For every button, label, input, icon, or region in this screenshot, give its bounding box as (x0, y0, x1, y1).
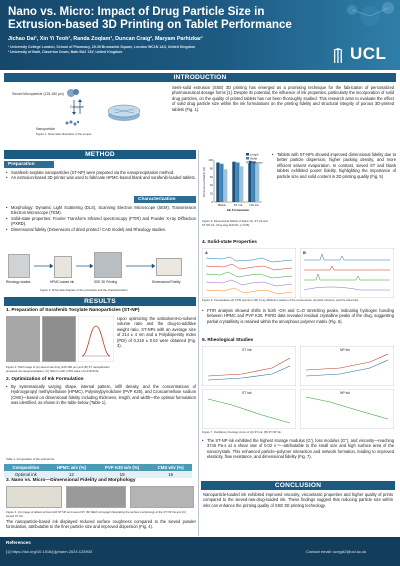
table-header-cell: PVP K30 w/v (%) (95, 464, 149, 471)
characterization-heading: Characterization (134, 196, 196, 203)
contact-email[interactable]: Contact email: ucnyjd2@ucl.ac.uk (306, 549, 367, 554)
legend-swatch (246, 161, 249, 164)
fidelity-text: • Tablets with ST-NPs showed improved dimensional fidelity due to better particle dispersion, higher packing density, and more efficient solvent evaporation. In contrast, sieved ST and blank tablets exhibited poorer fidelity, highlighting the importance of particle size and solid content in 3D printing quality (Fig. 5) (272, 152, 396, 179)
svg-text:ST ink: ST ink (242, 348, 252, 352)
step-label: Dimensional Fidelity (152, 280, 181, 284)
characterization-item: • Solid-state properties: Fourier Transform Infrared spectroscopy (FTIR) and Powder X-ray Diffraction (PXRD). (6, 216, 196, 227)
column-divider (198, 150, 199, 536)
nanoparticle-label: Nanoparticle (36, 127, 56, 131)
dls-distribution-chart (78, 316, 114, 362)
optimal-ink-table (4, 464, 192, 478)
legend-swatch (246, 157, 249, 160)
results-section-2-list (6, 384, 196, 406)
svg-text:ST ink: ST ink (242, 391, 252, 395)
figure-2-caption: Figure 2. Schematic diagram of the procedure and the characterization. (40, 288, 129, 292)
sem-sieved-st-image (130, 486, 194, 508)
y-tick-label: 20 (209, 191, 213, 196)
table-1-caption: Table 1. Composition of the optimal ink. (6, 457, 55, 461)
solid-state-list (202, 308, 394, 324)
preparation-list (6, 170, 196, 181)
table-cell: 12 (48, 471, 95, 478)
table-header-cell: CMS w/v (%) (149, 464, 192, 471)
results-section-4-heading: 4. Solid-state Properties (202, 240, 257, 245)
svg-text:NP ink: NP ink (340, 348, 350, 352)
printed-tablets-image (6, 486, 62, 508)
compare-arrows-icon (70, 98, 84, 116)
nanoparticle-icon (64, 118, 80, 128)
chart-bar (224, 169, 227, 202)
sem-st-np-image (66, 486, 126, 508)
legend-label: Width (250, 156, 258, 161)
preparation-item: • Sorafenib tosylate nanoparticles (ST-NP) were prepared via the nanoprecipitation method. (6, 170, 196, 175)
characterization-item: • Dimensional fidelity (Dimensions of dried printed / CAD model) and Rheology studies. (6, 227, 196, 232)
references-heading: References (6, 540, 31, 545)
x-axis-label: Ink Formulation (226, 208, 250, 212)
svg-text:B: B (303, 250, 306, 255)
poster-header (0, 0, 400, 70)
preparation-heading: Preparation (4, 161, 54, 168)
viscosity-np-ink-chart (300, 389, 394, 429)
x-tick-label: Blank (218, 203, 226, 207)
ucl-portico-icon (333, 48, 343, 64)
x-tick-label: NG ink (249, 203, 259, 207)
microparticle-label: Sieved Microparticle (125-180 μm) (12, 92, 64, 96)
table-row (4, 471, 192, 478)
chart-bar (232, 162, 235, 202)
method-procedure-diagram (6, 252, 196, 288)
results-section-1-heading: 1. Preparation of Sorafenib Tosylate Nanoparticles (ST-NP) (6, 308, 140, 313)
conclusion-heading: CONCLUSION (201, 481, 395, 490)
tem-image-b (42, 316, 76, 362)
x-tick-label: ST ink (233, 203, 243, 207)
chart-bar (216, 163, 219, 202)
affiliation-2: ² University of Bath, Claverton Down, Bath BA2 7AY, United Kingdom (8, 50, 123, 54)
preparation-item: • An extrusion-based 3D printer was used to fabricate HPMC-based blank and sorafenib-loaded tablets. (6, 175, 196, 180)
table-cell: Optimal ink (4, 471, 48, 478)
table-cell: 18 (95, 471, 149, 478)
rheology-st-ink-chart (202, 346, 296, 386)
legend-swatch (246, 153, 249, 156)
legend-label: Thickness (250, 160, 263, 165)
fidelity-list (272, 152, 396, 179)
results-heading: RESULTS (4, 297, 196, 306)
poster-title: Nano vs. Micro: Impact of Drug Particle Size in Extrusion-based 3D Printing on Tablet Performance (8, 5, 292, 31)
viscosity-st-ink-chart (202, 389, 296, 429)
y-tick-label: 80 (209, 166, 213, 171)
chart-bar (256, 163, 259, 202)
table-header-cell: Composition (4, 464, 48, 471)
chart-bar (248, 161, 251, 202)
conclusion-text: Nanoparticle-loaded ink exhibited improved viscosity, viscoelastic properties and higher quality of prints compared to the sieved-raw-drug-loaded ink. These findings suggest that reducing particle size within inks can enhance the printing quality of SSE 3D printing technology. (203, 492, 393, 508)
printed-tablet-icon (106, 96, 142, 124)
y-tick-label: 40 (209, 183, 213, 188)
rheology-charts (202, 346, 394, 430)
y-tick-label: 60 (209, 174, 213, 179)
figure-4-caption: Figure 4. (A) Image of tablets printed with ST NP and sieved ST. (B) SEM micrograph illustrating the surface morphology of the ST NP ink and (C) sieved ST ink. (6, 510, 186, 518)
tem-image-a (6, 316, 40, 362)
results-section-3-heading: 3. Nano vs. Micro—Dimensional Fidelity and Morphology (6, 478, 136, 483)
chart-bar (240, 166, 243, 202)
table-header-row (4, 464, 192, 471)
results-section-4-text: • FTIR analysis showed shifts in both -OH and C=O stretching peaks, indicating hydrogen bonding between HPMC and PVP K30. PXRD data revealed residual crystalline peaks of the drug, suggesting partial crystallinity is retained within the amorphous polymer matrix (Fig. 6). (202, 308, 394, 324)
ucl-logo: UCL (350, 44, 387, 63)
ftir-spectrum-chart (202, 248, 296, 298)
svg-text:NP ink: NP ink (340, 391, 350, 395)
method-heading: METHOD (4, 150, 196, 159)
chart-bar (236, 163, 239, 202)
characterization-list (6, 205, 196, 232)
y-tick-label: 100 (208, 158, 213, 162)
results-section-1-text: Upon optimizing the antisolvent-to-solvent volume ratio and the drug-to-additive weight ratio, ST-NPs with an average size of 214 ± 4 nm and a Polydispersity Index (PDI) of 0.219 ± 0.02 were obtained (Fig. 3). (117, 316, 196, 349)
step-label: SSE 3D Printing (94, 280, 118, 284)
figure-1-caption: Figure 1. Schematic illustration of the project. (36, 132, 92, 136)
xrd-pattern-chart (300, 248, 394, 298)
results-section-2-text: • By systematically varying shape, internal pattern, infill density, and the concentrations of Hydroxypropyl methylcellulose (HPMC), Polyvinylpyrrolidone (PVP K30), and Croscarmellose sodium (CMS)—based on dimensional fidelity including thickness, length, and width—the optimal formulation was identified, as shown in the table below (Table 1). (6, 384, 196, 406)
figure-3-caption: Figure 3. TEM image of (A) sieved raw drug (125-180 μm) and (B) ST nanoparticles prepared via nanoprecipitation. (C) NHI-nm with a PDI value of 0.219±0.02. (6, 365, 110, 373)
introduction-text: Semi-solid extrusion (SSE) 3D printing has emerged as a promising technique for the fabrication of personalized pharmaceutical dosage forms [1]. Despite its potential, the influence of ink properties, particularly the incorporation of solid drug particles, on the quality of printed tablets has not been thoroughly studied. This research aims to evaluate the effect of solid drug particle size within the ink formulations on the printing fidelity and structural integrity of porous 3D-printed tablets (Fig. 1). (172, 85, 394, 112)
chart-bar (252, 161, 255, 202)
tem-images (6, 316, 114, 370)
results-section-3-text: The nanoparticle-based ink displayed reduced surface roughness compared to the sieved powder formulation, attributable to the finer particle size and improved dispersion (Fig. 4). (6, 519, 196, 530)
legend-label: Length (250, 152, 259, 157)
figure-7-caption: Figure 7. Oscillatory rheology curve of (A) ST ink, (B) ST NP ink. (202, 430, 282, 434)
figure-6-caption: Figure 6. Comparative (A) FTIR spectrum (B) X-ray diffraction pattern of the components, physical mixtures, and the dried inks. (202, 298, 359, 302)
author-list: Jichao Dai¹, Xin Yi Teoh¹, Randa Zoqlam¹, Duncan Craig², Maryam Parhizkar¹ (8, 36, 203, 42)
rheology-list (202, 438, 394, 460)
y-tick-label: 0 (211, 200, 213, 204)
introduction-heading: INTRODUCTION (4, 73, 396, 82)
affiliation-1: ¹ University College London, School of Pharmacy, 29-39 Brunswick Square, London WC1N 1AX, United Kingdom (8, 45, 196, 49)
chart-bar (220, 164, 223, 202)
characterization-item: • Morphology: Dynamic Light Scattering (DLS), Scanning Electron Microscope (SEM), Transmission Electron Microscope (TEM). (6, 205, 196, 216)
rheology-np-ink-chart (300, 346, 394, 386)
ftir-xrd-charts (202, 248, 394, 298)
figure-5-caption: Figure 5. Dimensional fidelity of blank ink, ST ink and ST NP ink. (One way ANOVA, p<0.05) (202, 219, 268, 227)
table-cell: 16 (149, 471, 192, 478)
tablet-sem-images (6, 486, 196, 510)
y-axis-label: Dimensional Fidelity (%) (202, 166, 206, 198)
step-label: HPMC-based ink (50, 280, 75, 284)
step-label: Rheology studies (6, 280, 31, 284)
procedure-arrows-icon (6, 262, 196, 270)
results-section-2-heading: 2. Optimization of Ink Formulation (6, 377, 84, 382)
dimensional-fidelity-chart (202, 152, 270, 218)
reference-link[interactable]: [1] https://doi.org/10.1016/j.ijpharm.2024.123903 (6, 549, 93, 554)
results-section-5-heading: 5. Rheological Studies (202, 338, 254, 343)
intro-schematic (6, 84, 166, 138)
svg-text:A: A (205, 250, 208, 255)
table-header-cell: HPMC w/v (%) (48, 464, 95, 471)
compare-label: Compare (70, 105, 84, 109)
results-section-5-text: • The ST-NP ink exhibited the highest storage modulus (G'), loss modulus (G''), and viscosity—reaching 3745 Pa·s at a shear rate of 0.02 s⁻¹—attributable to the small size and high surface area of the nanocrystals. This enhanced particle–polymer interaction and network formation, leading to improved elasticity, flow resistance, and dimensional fidelity (Fig. 7). (202, 438, 394, 460)
